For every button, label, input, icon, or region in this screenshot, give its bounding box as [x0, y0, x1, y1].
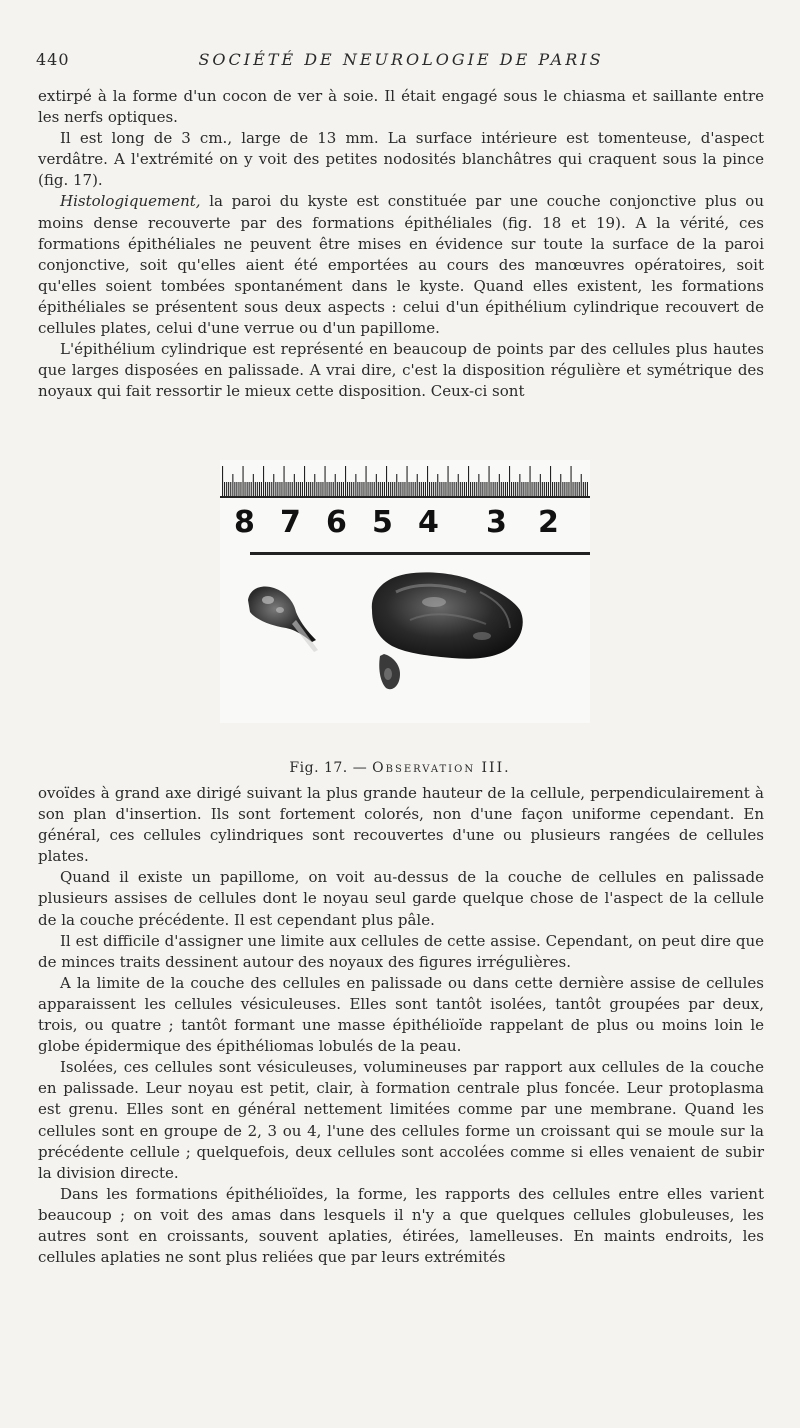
ruler-tick [484, 482, 485, 496]
ruler-tick [253, 474, 254, 496]
ruler-tick [320, 482, 321, 496]
ruler-tick [566, 482, 567, 496]
ruler-tick [431, 482, 432, 496]
caption-prefix: Fig. 17. — [289, 760, 373, 776]
ruler-tick [337, 482, 338, 496]
ruler-tick [310, 482, 311, 496]
ruler-tick [322, 482, 323, 496]
ruler-tick [583, 482, 584, 496]
ruler-tick [384, 482, 385, 496]
ruler-tick [390, 482, 391, 496]
ruler-tick [386, 466, 387, 496]
ruler-tick [476, 482, 477, 496]
ruler-tick [294, 474, 295, 496]
ruler-tick [372, 482, 373, 496]
ruler-tick [558, 482, 559, 496]
ruler-tick [343, 482, 344, 496]
ruler-tick [413, 482, 414, 496]
ruler-tick [318, 482, 319, 496]
ruler-digit: 5 [372, 505, 393, 540]
ruler-digit: 2 [538, 505, 559, 540]
ruler-tick [573, 482, 574, 496]
ruler-tick [357, 482, 358, 496]
ruler-tick [275, 482, 276, 496]
ruler-tick [468, 466, 469, 496]
ruler-tick [374, 482, 375, 496]
ruler-tick [568, 482, 569, 496]
ruler-tick [552, 482, 553, 496]
ruler-tick [505, 482, 506, 496]
ruler-tick [265, 482, 266, 496]
ruler-tick [370, 482, 371, 496]
ruler-tick [579, 482, 580, 496]
ruler-tick [267, 482, 268, 496]
ruler-tick [308, 482, 309, 496]
ruler-tick [271, 482, 272, 496]
ruler-tick [226, 482, 227, 496]
ruler-tick [429, 482, 430, 496]
ruler-tick [333, 482, 334, 496]
ruler-tick [259, 482, 260, 496]
ruler-tick [525, 482, 526, 496]
ruler-tick [363, 482, 364, 496]
ruler-digit: 7 [280, 505, 301, 540]
ruler-digit: 6 [326, 505, 347, 540]
ruler-tick [478, 474, 479, 496]
ruler-tick [284, 466, 285, 496]
paragraph: Il est difficile d'assigner une limite aux cellules de cette assise. Cependant, on peut dire que de minces traits dessinent autour des noyaux des figures irrégulières. [38, 931, 764, 971]
page-number: 440 [36, 50, 70, 69]
ruler-tick [327, 482, 328, 496]
ruler-tick [460, 482, 461, 496]
ruler-tick [361, 482, 362, 496]
ruler-tick [437, 474, 438, 496]
ruler-tick [499, 474, 500, 496]
ruler-tick [292, 482, 293, 496]
ruler-tick [411, 482, 412, 496]
ruler-tick [519, 474, 520, 496]
paragraph: Quand il existe un papillome, on voit au-dessus de la couche de cellules en palissade plusieurs assises de cellules dont le noyau seul garde quelque chose de l'aspect de la cellule de la couche précédente. Il est cependant plus pâle. [38, 868, 764, 929]
ruler-tick [382, 482, 383, 496]
ruler-tick [544, 482, 545, 496]
ruler-tick [409, 482, 410, 496]
ruler-tick [470, 482, 471, 496]
ruler-tick [394, 482, 395, 496]
paragraph: Dans les formations épithélioïdes, la forme, les rapports des cellules entre elles varient beaucoup ; on voit des amas dans lesquels il n'y a que quelques cellules globuleuses, les autres sont en croissants, souvent aplaties, étirées, lamelleuses. En maints endroits, les cellules aplaties ne sont plus reliées que par leurs extrémités [38, 1184, 764, 1267]
ruler-tick [534, 482, 535, 496]
ruler-tick [228, 482, 229, 496]
ruler-tick [355, 474, 356, 496]
ruler-tick [501, 482, 502, 496]
ruler-tick [368, 482, 369, 496]
ruler-tick [503, 482, 504, 496]
ruler-tick [587, 482, 588, 496]
paragraph [38, 191, 764, 339]
ruler-tick [398, 482, 399, 496]
ruler-tick [521, 482, 522, 496]
ruler-tick [441, 482, 442, 496]
ruler-tick [347, 482, 348, 496]
ruler-tick [255, 482, 256, 496]
ruler-tick [366, 466, 367, 496]
ruler-tick [454, 482, 455, 496]
ruler-tick [232, 474, 233, 496]
ruler-tick [435, 482, 436, 496]
ruler-tick [335, 474, 336, 496]
ruler-tick [472, 482, 473, 496]
ruler-tick [419, 482, 420, 496]
paragraph: Isolées, ces cellules sont vésiculeuses, volumineuses par rapport aux cellules de la couche en palissade. Leur noyau est petit, clair, à formation centrale plus foncée. Leur protoplasma est grenu. Elles sont en général nettement limitées comme par une membrane. Quand les cellules sont en groupe de 2, 3 ou 4, l'une des cellules forme un croissant qui se moule sur la précédente cellule ; quelquefois, deux cellules sont accolées comme si elles venaient de subir la division directe. [38, 1058, 764, 1182]
ruler-tick [585, 482, 586, 496]
ruler-tick [279, 482, 280, 496]
ruler-tick [300, 482, 301, 496]
figure-17-photograph [220, 460, 590, 723]
ruler-tick [234, 482, 235, 496]
figure-caption [0, 760, 800, 776]
ruler-tick [486, 482, 487, 496]
ruler-tick [511, 482, 512, 496]
ruler-tick [312, 482, 313, 496]
paragraph: L'épithélium cylindrique est représenté en beaucoup de points par des cellules plus hautes que larges disposées en palissade. A vrai dire, c'est la disposition régulière et symétrique des noyaux qui fait ressortir le mieux cette disposition. Ceux-ci sont [38, 340, 764, 401]
ruler-tick [331, 482, 332, 496]
ruler-tick [263, 466, 264, 496]
ruler-tick [261, 482, 262, 496]
ruler-tick [243, 466, 244, 496]
ruler-tick [452, 482, 453, 496]
ruler-tick [507, 482, 508, 496]
ruler-tick [281, 482, 282, 496]
paragraph: extirpé à la forme d'un cocon de ver à soie. Il était engagé sous le chiasma et saillante entre les nerfs optiques. [38, 87, 764, 127]
ruler-tick [296, 482, 297, 496]
ruler-tick [489, 466, 490, 496]
ruler-tick [491, 482, 492, 496]
ruler-tick [345, 466, 346, 496]
ruler-tick [329, 482, 330, 496]
ruler-digit: 3 [486, 505, 507, 540]
ruler-tick [378, 482, 379, 496]
ruler-tick [351, 482, 352, 496]
ruler-tick [540, 474, 541, 496]
ruler-tick [349, 482, 350, 496]
ruler-tick [456, 482, 457, 496]
caption-label: Observation III. [372, 760, 511, 776]
ruler-tick [251, 482, 252, 496]
ruler-tick [546, 482, 547, 496]
ruler-tick [298, 482, 299, 496]
ruler-tick [236, 482, 237, 496]
running-title: SOCIÉTÉ DE NEUROLOGIE DE PARIS [198, 50, 604, 69]
ruler-tick [224, 482, 225, 496]
ruler-tick [304, 466, 305, 496]
ruler-tick [341, 482, 342, 496]
ruler-tick [495, 482, 496, 496]
ruler-tick [402, 482, 403, 496]
ruler-tick [316, 482, 317, 496]
ruler-tick [458, 474, 459, 496]
ruler-tick [302, 482, 303, 496]
ruler-tick [482, 482, 483, 496]
ruler-tick [423, 482, 424, 496]
ruler-tick [466, 482, 467, 496]
ruler-tick [415, 482, 416, 496]
specimen-photo [220, 460, 590, 723]
ruler-digit: 8 [234, 505, 255, 540]
ruler-tick [269, 482, 270, 496]
ruler-tick [448, 466, 449, 496]
ruler-tick [450, 482, 451, 496]
ruler-tick [515, 482, 516, 496]
ruler-tick [238, 482, 239, 496]
ruler-tick [560, 474, 561, 496]
ruler-tick [462, 482, 463, 496]
ruler-tick [548, 482, 549, 496]
ruler-tick [509, 466, 510, 496]
ruler-tick [388, 482, 389, 496]
ruler-tick [562, 482, 563, 496]
ruler-tick [530, 466, 531, 496]
ruler-tick [464, 482, 465, 496]
ruler-tick [445, 482, 446, 496]
ruler-tick [245, 482, 246, 496]
ruler-tick [222, 466, 223, 496]
ruler-tick [314, 474, 315, 496]
ruler-tick [306, 482, 307, 496]
ruler-tick [249, 482, 250, 496]
ruler-digit: 4 [418, 505, 439, 540]
ruler-tick [474, 482, 475, 496]
ruler-tick [240, 482, 241, 496]
ruler-tick [538, 482, 539, 496]
ruler-tick [286, 482, 287, 496]
ruler-tick [417, 474, 418, 496]
ruler-tick [513, 482, 514, 496]
ruler-tick [421, 482, 422, 496]
italic-lead: Histologiquement, [60, 192, 201, 211]
ruler-tick [396, 474, 397, 496]
ruler-tick [230, 482, 231, 496]
paragraph: ovoïdes à grand axe dirigé suivant la plus grande hauteur de la cellule, perpendiculairement à son plan d'insertion. Ils sont fortement colorés, non d'une façon uniforme cependant. En général, ces cellules cylindriques sont recouvertes d'une ou plusieurs rangées de cellules plates. [38, 784, 764, 866]
text-block-bottom [38, 783, 764, 1268]
ruler-tick [400, 482, 401, 496]
ruler-tick [427, 466, 428, 496]
ruler-tick [550, 466, 551, 496]
ruler-tick [542, 482, 543, 496]
ruler-tick [353, 482, 354, 496]
ruler-tick [575, 482, 576, 496]
ruler-tick [443, 482, 444, 496]
ruler-tick [439, 482, 440, 496]
ruler-tick [577, 482, 578, 496]
ruler-tick [325, 466, 326, 496]
paragraph: Il est long de 3 cm., large de 13 mm. La surface intérieure est tomenteuse, d'aspect verdâtre. A l'extrémité on y voit des petites nodosités blanchâtres qui craquent sous la pince (fig. 17). [38, 129, 764, 190]
ruler-tick [247, 482, 248, 496]
ruler-tick [425, 482, 426, 496]
ruler-tick [527, 482, 528, 496]
ruler-tick [288, 482, 289, 496]
ruler-tick [290, 482, 291, 496]
ruler-tick [536, 482, 537, 496]
ruler-tick [433, 482, 434, 496]
ruler-tick [277, 482, 278, 496]
ruler-tick [517, 482, 518, 496]
ruler-tick [359, 482, 360, 496]
ruler-tick [273, 474, 274, 496]
ruler-tick [380, 482, 381, 496]
ruler-tick [571, 466, 572, 496]
ruler-tick [556, 482, 557, 496]
ruler-tick [480, 482, 481, 496]
ruler-tick [493, 482, 494, 496]
paragraph: A la limite de la couche des cellules en palissade ou dans cette dernière assise de cellules apparaissent les cellules vésiculeuses. Elles sont tantôt isolées, tantôt groupées par deux, trois, ou quatre ; tantôt formant une masse épithélioïde rappelant de plus ou moins loin le globe épidermique des épithéliomas lobulés de la peau. [38, 973, 764, 1056]
ruler-tick [554, 482, 555, 496]
ruler-tick [497, 482, 498, 496]
ruler-tick [532, 482, 533, 496]
ruler-tick [376, 474, 377, 496]
text-block-top [38, 86, 764, 402]
ruler-tick [392, 482, 393, 496]
ruler-tick [564, 482, 565, 496]
ruler-tick [339, 482, 340, 496]
ruler-tick [404, 482, 405, 496]
paragraph-text: la paroi du kyste est constituée par une couche conjonctive plus ou moins dense recouverte par des formations épithéliales (fig. 18 et 19). A la vérité, ces formations épithéliales ne peuvent être mises en évidence sur toute la surface de la paroi conjonctive, soit qu'elles aient été emportées au cours des manœuvres opératoires, soit qu'elles soient tombées spontanément dans le kyste. Quand elles existent, les formations épithéliales se présentent sous deux aspects : celui d'un épithélium cylindrique recouvert de cellules plates, celui d'une verrue ou d'un papillome. [38, 192, 764, 338]
ruler-tick [257, 482, 258, 496]
page-header [36, 50, 766, 74]
ruler-tick [407, 466, 408, 496]
ruler-tick [523, 482, 524, 496]
ruler-tick [581, 474, 582, 496]
